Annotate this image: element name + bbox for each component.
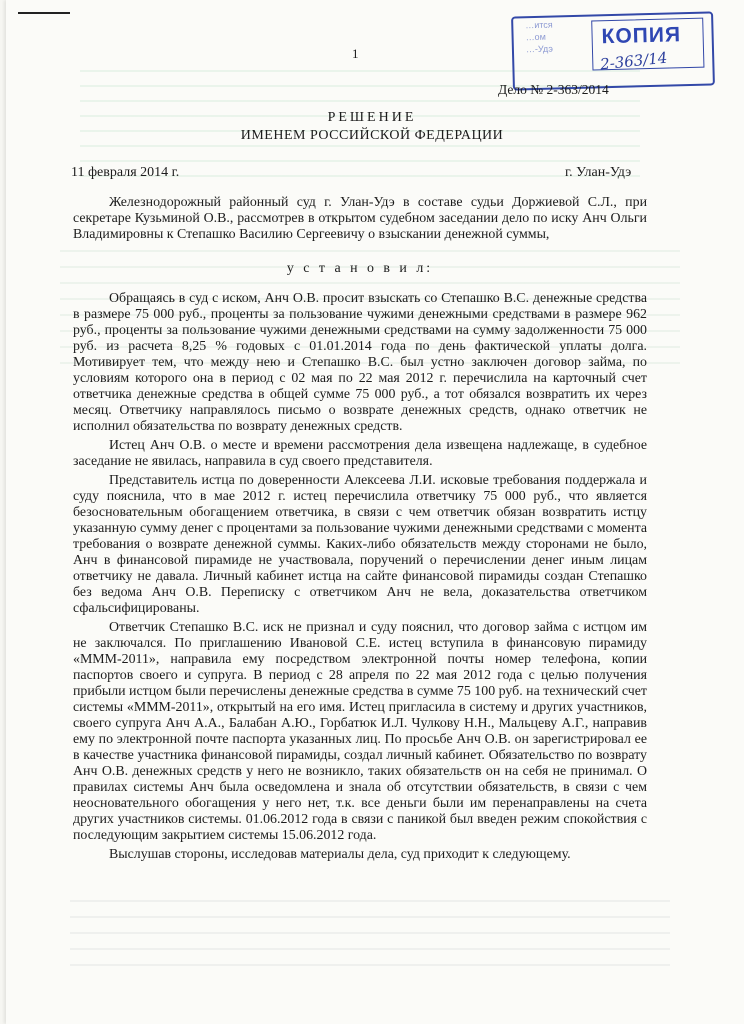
scan-edge-mark (18, 12, 70, 14)
section-heading: у с т а н о в и л: (286, 261, 434, 276)
document-body (73, 195, 647, 866)
stamp-faded-line: …ится (525, 19, 553, 31)
copy-stamp (511, 11, 715, 90)
body-paragraph: Обращаясь в суд с иском, Анч О.В. просит взыскать со Степашко В.С. денежные средства в размере 75 000 руб., проценты за пользование чужими денежными средствами в размере 962 руб., проценты за пользование чужими денежными средствами на сумму задолженности 75 000 руб. из расчета 8,25 % годовых с 01.01.2014 года по день фактической уплаты долга. Мотивирует тем, что между нею и Степашко В.С. был устно заключен договор займа, по условиям которого она в период с 02 мая по 22 мая 2012 г. перечислила на карточный счет ответчика денежные средства в общей сумме 75 000 руб., а тот обязался возвратить их через месяц. Ответчику направлялось письмо о возврате денежных средств, однако ответчик не исполнил обязательства по возврату денежных средств. (73, 291, 647, 434)
case-number: Дело № 2-363/2014 (498, 82, 609, 97)
handwritten-case-number: 2-363/14 (599, 48, 669, 74)
decision-date: 11 февраля 2014 г. (71, 165, 180, 180)
document-title: РЕШЕНИЕ (327, 110, 417, 125)
decision-city: г. Улан-Удэ (565, 165, 632, 180)
intro-paragraph: Железнодорожный районный суд г. Улан-Удэ в составе судьи Доржиевой С.Л., при секретаре Кузьминой О.В., рассмотрев в открытом судебном заседании дело по иску Анч Ольги Владимировны к Степашко Василию Сергеевичу о взыскании денежной суммы, (73, 195, 647, 242)
bleed-through-text (70, 900, 670, 980)
stamp-label: КОПИЯ (601, 23, 682, 49)
stamp-faded-line: …ом (525, 31, 546, 43)
body-paragraph: Истец Анч О.В. о месте и времени рассмотрения дела извещена надлежаще, в судебное заседание не явилась, направила в суд своего представителя. (73, 438, 647, 469)
body-paragraph: Ответчик Степашко В.С. иск не признал и суду пояснил, что договор займа с истцом им не заключался. По приглашению Ивановой С.Е. истец вступила в финансовую пирамиду «МММ-2011», направила ему посредством электронной почты номер телефона, копии паспортов своего и супруга. В период с 28 апреля по 22 мая 2012 года с целью получения прибыли истцом были перечислены денежные средства в сумме 75 100 руб. на технический счет системы «МММ-2011», открытый на его имя. Истец пригласила в систему и других участников, своего супруга Анч А.А., Балабан А.Ю., Горбатюк И.Л. Чулкову Н.Н., Мальцеву А.Г., направив ему по электронной почте паспорта указанных лиц. По просьбе Анч О.В. он зарегистрировал ее в качестве участника финансовой пирамиды, создал личный кабинет. Обязательство по возврату Анч О.В. денежных средств у него не возникло, таких обязательств он на себя не принимал. О правилах системы Анч была осведомлена и знала об отсутствии обязательств, в связи с чем неосновательного обогащения у него нет, т.к. все деньги были им перенаправлены на счета других участников системы. 01.06.2012 года в связи с паникой был введен режим спокойствия с последующим закрытием системы 15.06.2012 года. (73, 620, 647, 843)
stamp-faded-line: …-Удэ (525, 43, 554, 55)
page-number: 1 (352, 46, 359, 61)
body-paragraph: Выслушав стороны, исследовав материалы дела, суд приходит к следующему. (109, 847, 571, 862)
body-paragraph: Представитель истца по доверенности Алексеева Л.И. исковые требования поддержала и суду пояснила, что в мае 2012 г. истец перечислила ответчику 75 000 руб., что является безосновательным обогащением ответчика, в связи с чем ответчик обязан возвратить истцу указанную сумму денег с процентами за пользование чужими денежными средствами с момента требования о возврате денежной суммы. Каких-либо обязательств между сторонами не было, Анч в финансовой пирамиде не участвовала, поручений о перечислении денег иным лицам ответчику не давала. Личный кабинет истца на сайте финансовой пирамиды создан Степашко без ведома Анч О.В. Переписку с ответчиком Анч не вела, доказательства ответчиком сфальсифицированы. (73, 473, 647, 616)
document-subtitle: ИМЕНЕМ РОССИЙСКОЙ ФЕДЕРАЦИИ (240, 128, 504, 143)
